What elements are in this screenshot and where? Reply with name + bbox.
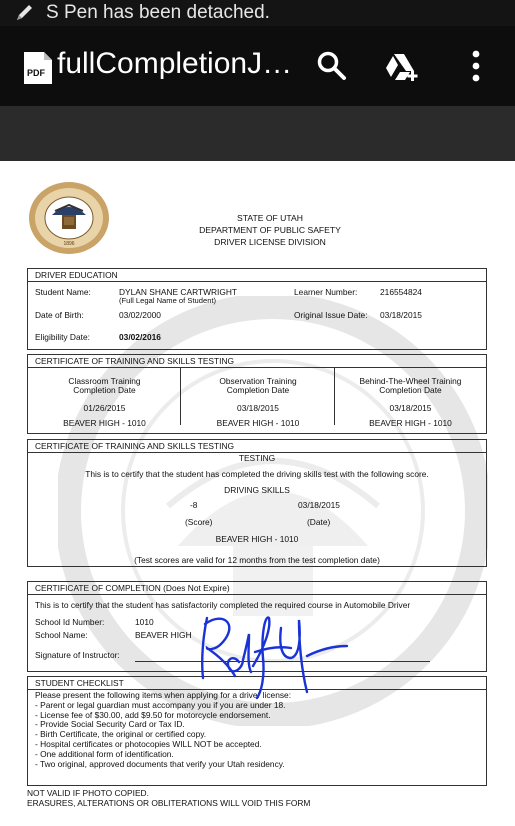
section-heading: DRIVER EDUCATION (28, 269, 486, 282)
section-heading: CERTIFICATE OF TRAINING AND SKILLS TESTING (28, 440, 486, 453)
search-icon[interactable] (316, 50, 348, 82)
signature-label: Signature of Instructor: (35, 650, 120, 660)
section-heading: STUDENT CHECKLIST (28, 677, 486, 690)
agency-header (140, 212, 400, 248)
checklist-item: - Birth Certificate, the original or certified copy. (35, 729, 207, 740)
column-school: BEAVER HIGH - 1010 (369, 418, 452, 428)
student-name-value: DYLAN SHANE CARTWRIGHT (119, 287, 238, 297)
testing-subheading: TESTING (238, 453, 276, 463)
skills-score: -8 (190, 500, 198, 510)
column-date: 03/18/2015 (389, 403, 432, 413)
section-heading: CERTIFICATE OF TRAINING AND SKILLS TESTING (28, 355, 486, 368)
footer-line-2: ERASURES, ALTERATIONS OR OBLITERATIONS WILL VOID THIS FORM (27, 798, 311, 808)
training-section (27, 354, 487, 434)
testing-certify-text: This is to certify that the student has completed the driving skills test with the following score. (85, 469, 429, 479)
state-seal (28, 181, 110, 255)
observation-training-column (181, 368, 335, 428)
status-message: S Pen has been detached. (46, 2, 270, 23)
instructor-signature (195, 606, 355, 701)
checklist-item: - Parent or legal guardian must accompany you if you are under 18. (35, 699, 286, 710)
seal-year: 1896 (63, 241, 75, 247)
column-school: BEAVER HIGH - 1010 (63, 418, 146, 428)
classroom-training-column (28, 368, 181, 428)
checklist-intro: Please present the following items when applying for a driver license: (35, 690, 292, 700)
checklist-item: - Provide Social Security Card or Tax ID. (35, 719, 185, 730)
column-title: Classroom Training (68, 376, 141, 386)
checklist-item: - Hospital certificates or photocopies WILL NOT be accepted. (35, 738, 262, 749)
status-bar (0, 0, 515, 26)
driver-education-section (27, 268, 487, 350)
checklist-item: - One additional form of identification. (35, 748, 174, 759)
checklist-item: - License fee of $30.00, add $9.50 for motorcycle endorsement. (35, 709, 271, 720)
school-id-label: School Id Number: (35, 617, 105, 627)
school-id-value: 1010 (135, 617, 154, 627)
footer-line-1: NOT VALID IF PHOTO COPIED. (27, 788, 149, 798)
original-issue-value: 03/18/2015 (380, 310, 422, 320)
score-label: (Score) (185, 517, 213, 527)
skills-label: DRIVING SKILLS (224, 485, 290, 495)
section-heading: CERTIFICATE OF COMPLETION (Does Not Expire) (28, 582, 486, 595)
column-date: 03/18/2015 (237, 403, 279, 413)
more-vert-icon[interactable] (462, 48, 490, 84)
checklist-body (35, 691, 291, 769)
student-name-label: Student Name: (35, 287, 91, 297)
date-label: (Date) (307, 517, 331, 527)
header-state: STATE OF UTAH (237, 213, 303, 223)
drive-add-icon[interactable] (384, 52, 420, 82)
pdf-file-icon (24, 52, 52, 84)
legal-name-note: (Full Legal Name of Student) (119, 296, 217, 305)
school-name-value: BEAVER HIGH (135, 630, 192, 640)
header-division: DRIVER LICENSE DIVISION (214, 237, 326, 247)
app-bar (0, 26, 515, 106)
pdf-page[interactable] (0, 161, 515, 826)
eligibility-label: Eligibility Date: (35, 332, 90, 342)
header-department: DEPARTMENT OF PUBLIC SAFETY (199, 225, 341, 235)
eligibility-value: 03/02/2016 (119, 332, 161, 342)
school-name-label: School Name: (35, 630, 88, 640)
column-subtitle: Completion Date (73, 385, 136, 395)
skills-date: 03/18/2015 (298, 500, 340, 510)
document-title: fullCompletionJ… (57, 47, 293, 80)
column-subtitle: Completion Date (226, 385, 290, 395)
dob-value: 03/02/2000 (119, 310, 161, 320)
column-title: Observation Training (219, 376, 297, 386)
toolbar-separator (0, 106, 515, 161)
testing-section (27, 439, 487, 567)
checklist-item: - Two original, approved documents that verify your Utah residency. (35, 758, 285, 769)
completion-certify-text: This is to certify that the student has satisfactorily completed the required course in Automobile Driver (35, 600, 411, 610)
column-school: BEAVER HIGH - 1010 (216, 418, 300, 428)
pdf-badge: PDF (27, 68, 45, 78)
original-issue-label: Original Issue Date: (294, 310, 368, 320)
behind-the-wheel-column (335, 368, 486, 428)
s-pen-icon (14, 4, 34, 22)
column-date: 01/26/2015 (83, 403, 126, 413)
column-subtitle: Completion Date (379, 385, 442, 395)
dob-label: Date of Birth: (35, 310, 84, 320)
testing-school: BEAVER HIGH - 1010 (215, 534, 299, 544)
document-footer (27, 788, 310, 808)
learner-number-label: Learner Number: (294, 287, 358, 297)
column-title: Behind-The-Wheel Training (359, 376, 462, 386)
learner-number-value: 216554824 (380, 287, 422, 297)
validity-note: (Test scores are valid for 12 months from the test completion date) (134, 555, 380, 565)
